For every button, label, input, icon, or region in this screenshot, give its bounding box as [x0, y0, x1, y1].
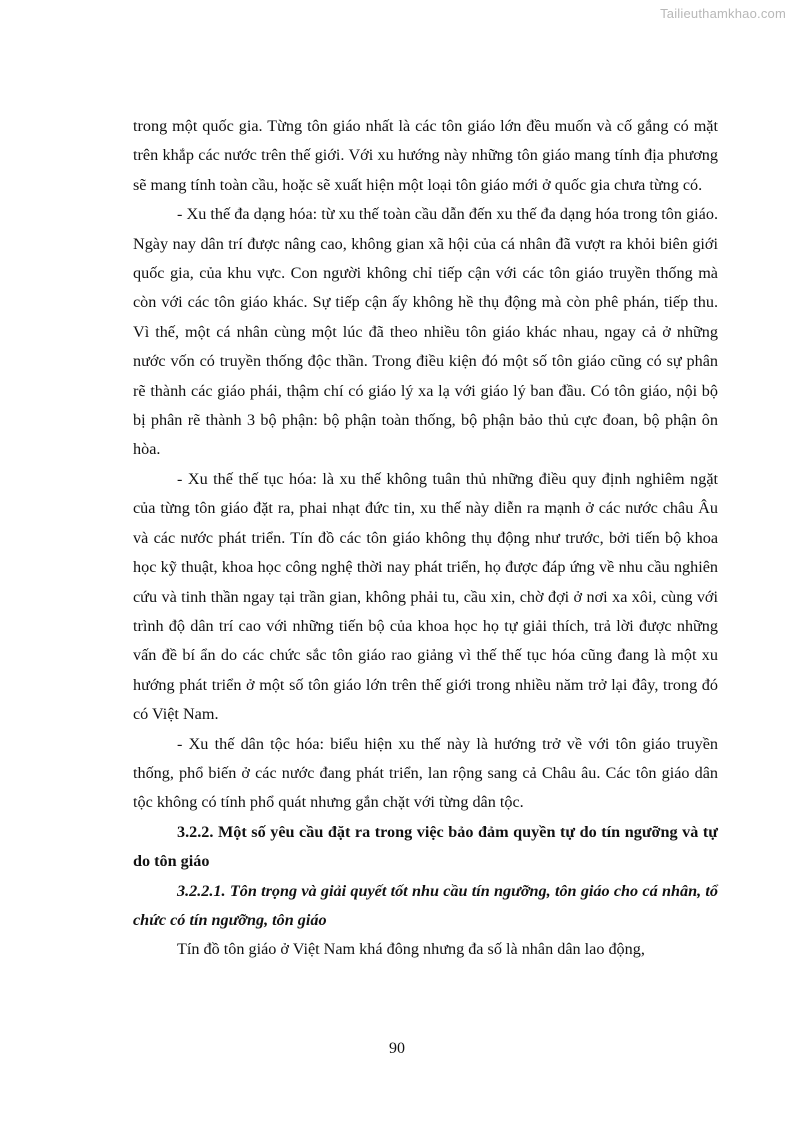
paragraph-secularization: - Xu thế thế tục hóa: là xu thế không tuân thủ những điều quy định nghiêm ngặt của từng tôn giáo đặt ra, phai nhạt đức tin, xu thế này diễn ra mạnh ở các nước châu Âu và các nước phát triển. Tín đồ các tôn giáo không thụ động như trước, bởi tiến bộ khoa học kỹ thuật, khoa học công nghệ thời nay phát triển, họ được đáp ứng về nhu cầu nghiên cứu và tinh thần ngay tại trần gian, không phải tu, cầu xin, chờ đợi ở nơi xa xôi, cùng với trình độ dân trí cao với những tiến bộ của khoa học họ tự giải thích, trả lời được những vấn đề bí ẩn do các chức sắc tôn giáo rao giảng vì thế thế tục hóa cũng đang là một xu hướng phát triển ở một số tôn giáo lớn trên thế giới trong nhiều năm trở lại đây, trong đó có Việt Nam. — [133, 469, 718, 724]
paragraph-diversification: - Xu thế đa dạng hóa: từ xu thế toàn cầu dẫn đến xu thế đa dạng hóa trong tôn giáo. Ngày nay dân trí được nâng cao, không gian xã hội của cá nhân đã vượt ra khỏi biên giới quốc gia, của khu vực. Con người không chỉ tiếp cận với các tôn giáo truyền thống mà còn với các tôn giáo khác. Sự tiếp cận ấy không hề thụ động mà còn phê phán, tiếp thu. Vì thế, một cá nhân cùng một lúc đã theo nhiều tôn giáo khác nhau, ngay cả ở những nước vốn có truyền thống độc thần. Trong điều kiện đó một số tôn giáo cũng có sự phân rẽ thành các giáo phái, thậm chí có giáo lý xa lạ với giáo lý ban đầu. Có tôn giáo, nội bộ bị phân rẽ thành 3 bộ phận: bộ phận toàn thống, bộ phận bảo thủ cực đoan, bộ phận ôn hòa. — [133, 205, 718, 459]
paragraph-nationalization: - Xu thế dân tộc hóa: biểu hiện xu thế này là hướng trở về với tôn giáo truyền thống, phổ biến ở các nước đang phát triển, lan rộng sang cả Châu âu. Các tôn giáo dân tộc không có tính phổ quát nhưng gắn chặt với từng dân tộc. — [133, 734, 718, 812]
subsection-heading-3-2-2-1: 3.2.2.1. Tôn trọng và giải quyết tốt nhu cầu tín ngưỡng, tôn giáo cho cá nhân, tổ chức có tín ngưỡng, tôn giáo — [133, 881, 718, 929]
paragraph-1: trong một quốc gia. Từng tôn giáo nhất là các tôn giáo lớn đều muốn và cố gắng có mặt trên khắp các nước trên thế giới. Với xu hướng này những tôn giáo mang tính địa phương sẽ mang tính toàn cầu, hoặc sẽ xuất hiện một loại tôn giáo mới ở quốc gia chưa từng có. — [133, 117, 718, 194]
watermark: Tailieuthamkhao.com — [660, 6, 786, 21]
document-body — [133, 112, 718, 965]
page-number: 90 — [389, 1040, 405, 1057]
section-heading-3-2-2: 3.2.2. Một số yêu cầu đặt ra trong việc bảo đảm quyền tự do tín ngưỡng và tự do tôn giáo — [133, 822, 718, 871]
paragraph-final: Tín đồ tôn giáo ở Việt Nam khá đông nhưng đa số là nhân dân lao động, — [177, 940, 645, 959]
